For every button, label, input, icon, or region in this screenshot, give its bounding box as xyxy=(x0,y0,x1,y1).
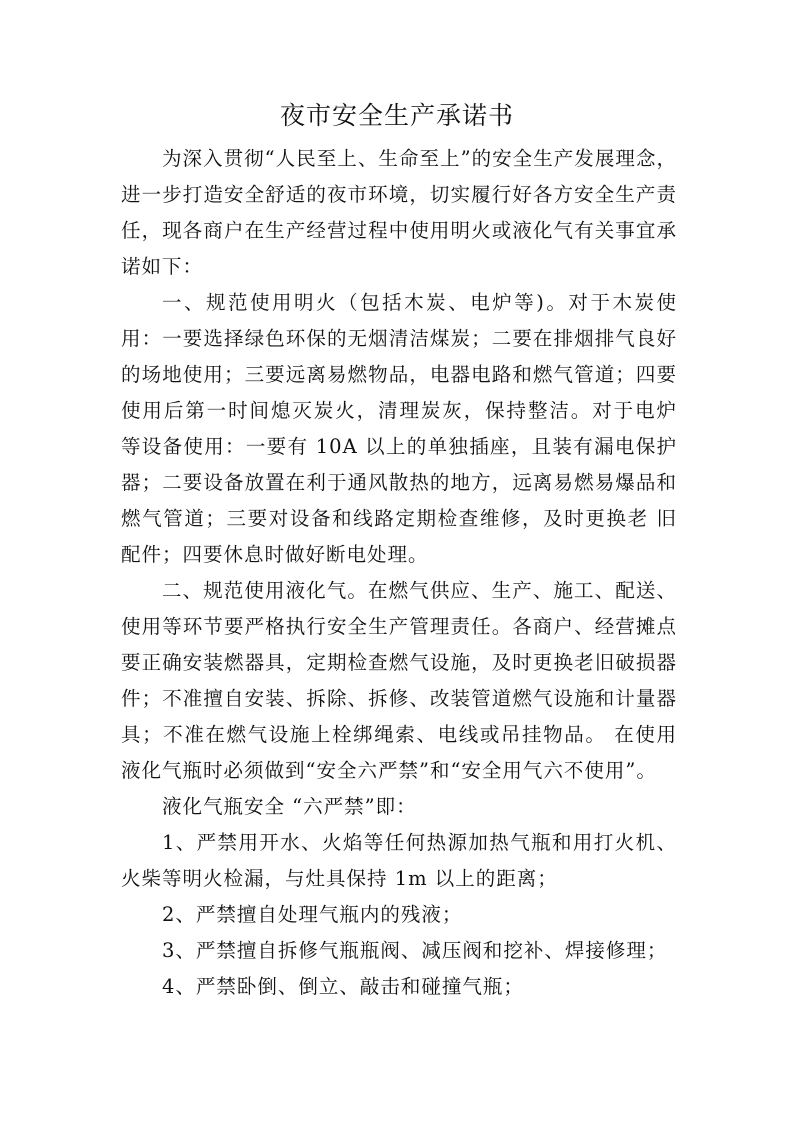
paragraph-six-prohibitions-heading: 液化气瓶安全 “六严禁”即： xyxy=(161,795,417,818)
list-item-prohibition-1: 1、严禁用开水、火焰等任何热源加热气瓶和用打火机、火柴等明火检漏，与灶具保持 1m 以上的距离； xyxy=(121,831,677,890)
list-item-prohibition-4: 4、严禁卧倒、倒立、敲击和碰撞气瓶； xyxy=(161,975,524,998)
paragraph-open-flame: 一、规范使用明火（包括木炭、电炉等)。对于木炭使用：一要选择绿色环保的无烟清洁煤炭；二要在排烟排气良好的场地使用；三要远离易燃物品，电器电路和燃气管道；四要使用后第一时间熄灭炭火，清理炭灰，保持整洁。对于电炉 等设备使用：一要有 10A 以上的单独插座，且装有漏电保护器；二要设备放置在利于通风散热的地方，远离易燃易爆品和燃气管道；三要对设备和线路定期检查维修，及时更换老 旧配件；四要休息时做好断电处理。 xyxy=(121,291,677,566)
document-body xyxy=(121,141,677,1005)
list-item-prohibition-3: 3、严禁擅自拆修气瓶瓶阀、减压阀和挖补、焊接修理； xyxy=(161,939,668,962)
document-title: 夜市安全生产承诺书 xyxy=(279,101,514,130)
list-item-prohibition-2: 2、严禁擅自处理气瓶内的残液； xyxy=(161,903,463,926)
paragraph-intro: 为深入贯彻“人民至上、生命至上”的安全生产发展理念，进一步打造安全舒适的夜市环境，切实履行好各方安全生产责任，现各商户在生产经营过程中使用明火或液化气有关事宜承诺如下： xyxy=(121,147,677,278)
paragraph-lpg: 二、规范使用液化气。在燃气供应、生产、施工、配送、使用等环节要严格执行安全生产管理责任。各商户、经营摊点要正确安装燃器具，定期检查燃气设施，及时更换老旧破损器件；不准擅自安装、拆除、拆修、改装管道燃气设施和计量器具；不准在燃气设施上栓绑绳索、电线或吊挂物品。 在使用液化气瓶时必须做到“安全六严禁”和“安全用气六不使用”。 xyxy=(121,579,677,782)
